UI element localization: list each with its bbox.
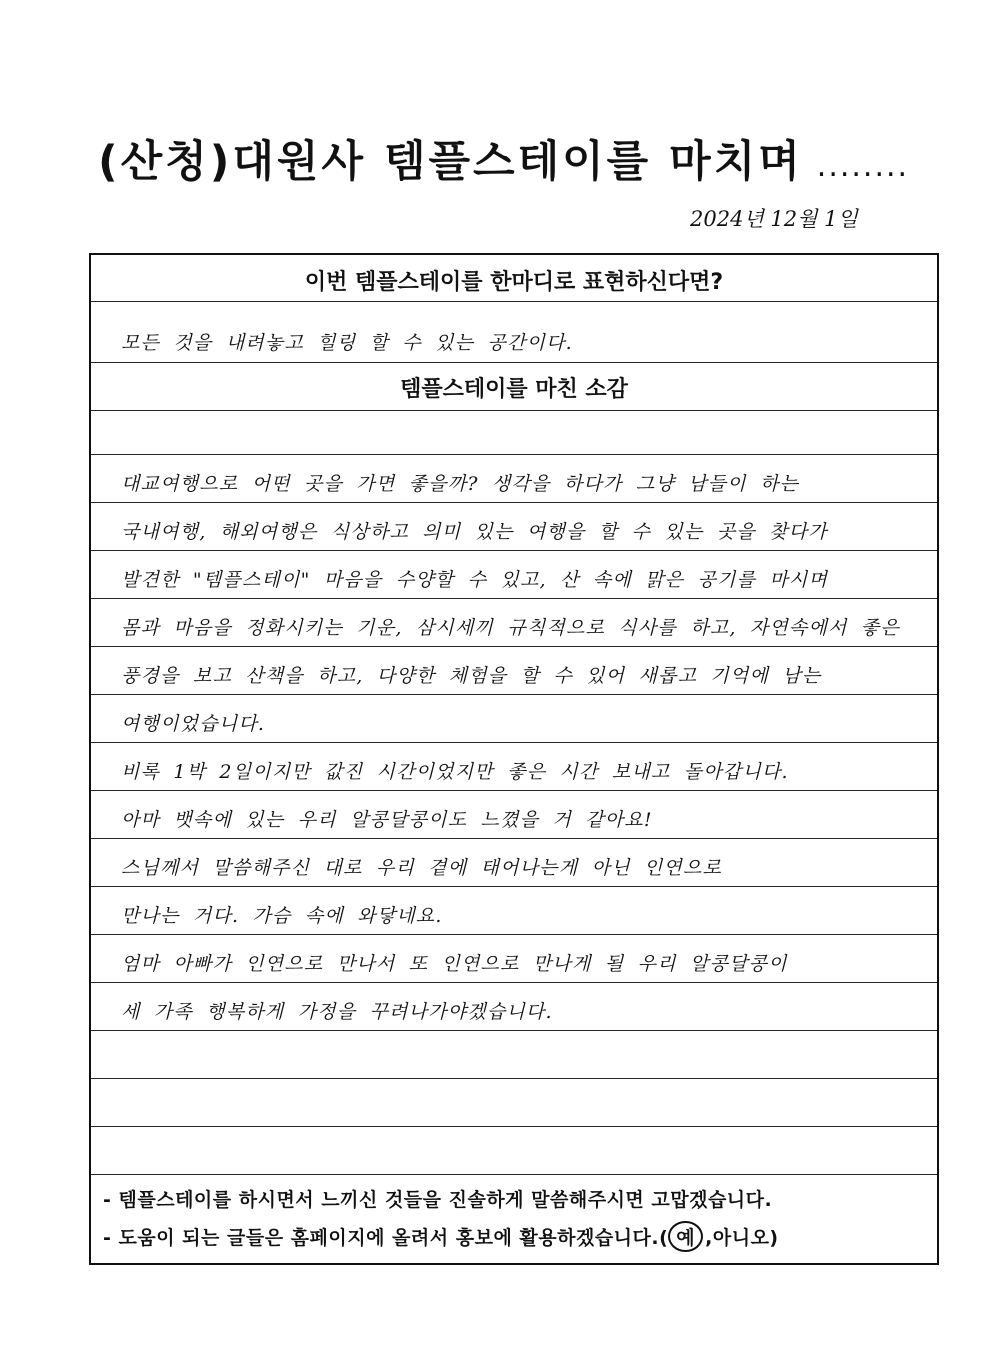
line-text: 발견한 "템플스테이" 마음을 수양할 수 있고, 산 속에 맑은 공기를 마시며 [121,569,829,591]
line-text: 비록 1박 2일이지만 값진 시간이었지만 좋은 시간 보내고 돌아갑니다. [121,761,789,783]
line-row [91,1126,937,1175]
footer-note-2 [103,1221,779,1252]
survey-form [89,253,939,1265]
section1-answer-row [91,301,937,363]
page-title [98,128,909,189]
section1-heading: 이번 템플스테이를 한마디로 표현하신다면? [304,270,724,295]
line-row [91,454,937,503]
line-row [91,790,937,839]
line-row [91,1078,937,1127]
line-row [91,1030,937,1079]
title-dots: ........ [816,149,910,184]
line-row [91,550,937,599]
line-text: 여행이었습니다. [121,713,266,735]
line-row [91,742,937,791]
line-text: 스님께서 말씀해주신 대로 우리 곁에 태어나는게 아닌 인연으로 [121,857,723,879]
footer-note-2-text: - 도움이 되는 글들은 홈페이지에 올려서 홍보에 활용하겠습니다.( [103,1227,669,1249]
line-text: 국내여행, 해외여행은 식상하고 의미 있는 여행을 할 수 있는 곳을 찾다가 [121,521,828,543]
line-row [91,502,937,551]
option-no: ,아니오) [705,1227,779,1249]
date-field: 2024년 12월 1일 [690,207,858,231]
line-text: 풍경을 보고 산책을 하고, 다양한 체험을 할 수 있어 새롭고 기억에 남는 [121,665,822,687]
option-yes-circled: 예 [668,1221,703,1252]
title-text: (산청)대원사 템플스테이를 마치며 [98,137,803,187]
line-text: 만나는 거다. 가슴 속에 와닿네요. [121,905,443,927]
line-text: 엄마 아빠가 인연으로 만나서 또 인연으로 만나게 될 우리 알콩달콩이 [121,953,788,975]
section2-heading: 템플스테이를 마친 소감 [400,377,628,402]
line-row [91,646,937,695]
section2-heading-row [91,362,937,411]
line-row [91,598,937,647]
line-row [91,838,937,887]
line-text: 세 가족 행복하게 가정을 꾸려나가야겠습니다. [121,1001,553,1023]
section1-answer: 모든 것을 내려놓고 힐링 할 수 있는 공간이다. [121,332,573,354]
line-text: 대교여행으로 어떤 곳을 가면 좋을까? 생각을 하다가 그냥 남들이 하는 [121,473,800,495]
line-row [91,694,937,743]
line-row [91,934,937,983]
line-text: 몸과 마음을 정화시키는 기운, 삼시세끼 규칙적으로 식사를 하고, 자연속에서 좋은 [121,617,900,639]
line-row [91,410,937,455]
line-row [91,982,937,1031]
line-text: 아마 뱃속에 있는 우리 알콩달콩이도 느꼈을 거 같아요! [121,809,653,831]
footer-note-1: - 템플스테이를 하시면서 느끼신 것들을 진솔하게 말씀해주시면 고맙겠습니다. [103,1189,773,1211]
line-row [91,886,937,935]
section1-heading-row [91,255,937,302]
